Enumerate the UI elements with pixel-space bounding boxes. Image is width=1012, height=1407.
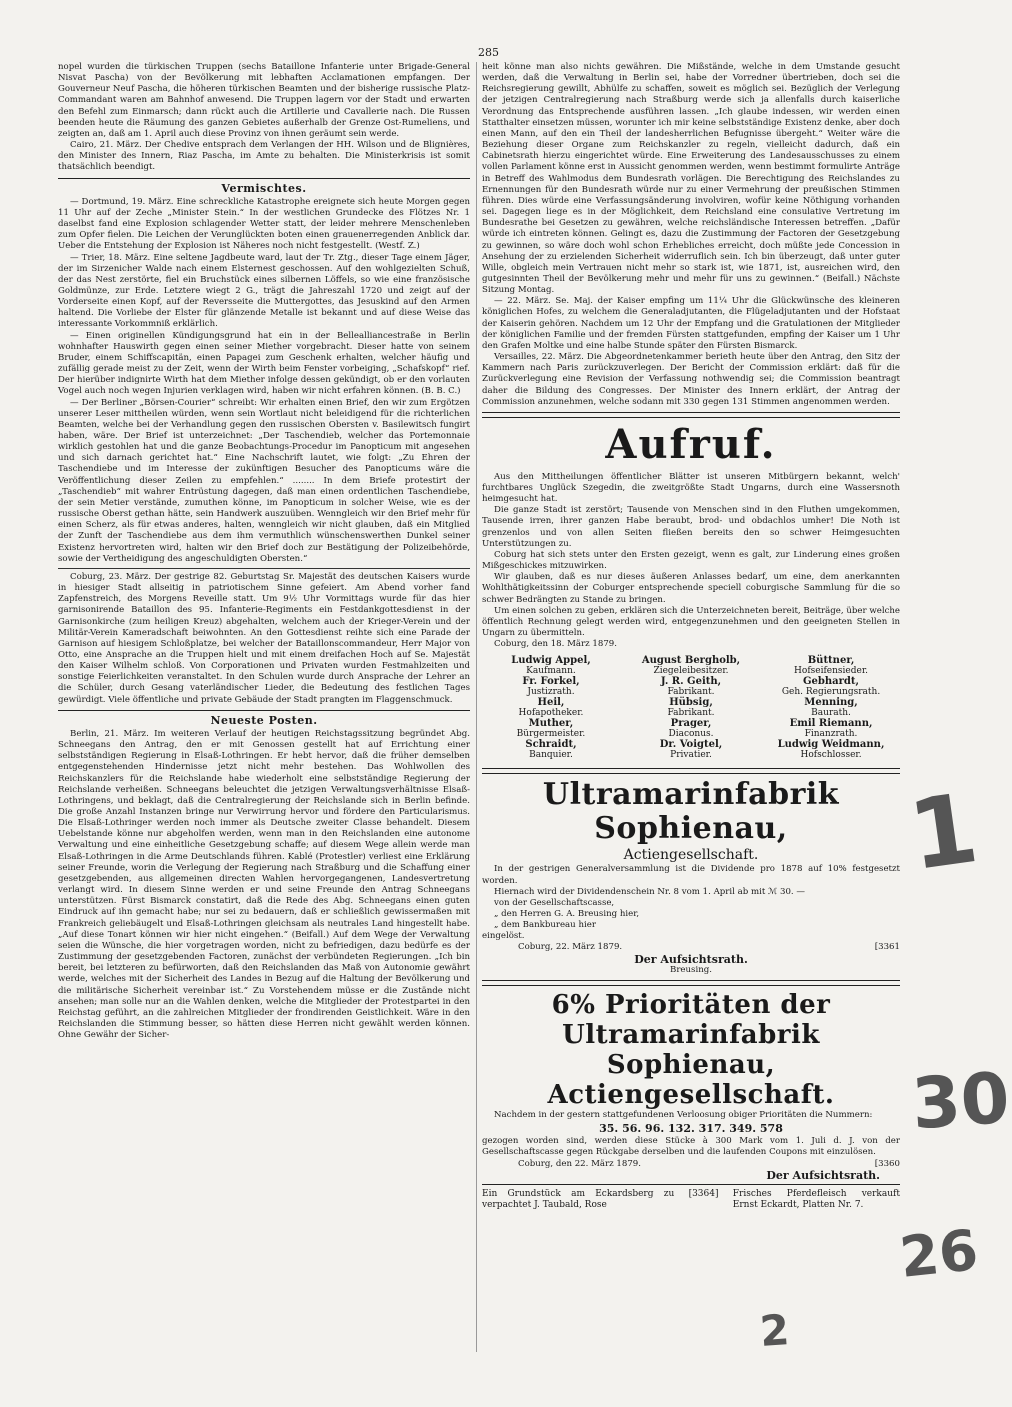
handwritten-mark: 26 [896, 1218, 982, 1291]
aufruf-para: Um einen solchen zu geben, erklären sich die Unterzeichneten bereit, Beiträge, über welche öffentlich Rechnung gelegt werden wird, entgegenzunehmen und den geeigneten Stellen in Ungarn zu übermitteln. [482, 605, 900, 639]
signer-row [482, 677, 900, 697]
signer-row [482, 656, 900, 676]
aufruf-para: Coburg hat sich stets unter den Ersten gezeigt, wenn es galt, zur Linderung eines großen Mißgeschickes mitzuwirken. [482, 549, 900, 572]
signer: Muther, Bürgermeister. [516, 718, 586, 740]
signer: J. R. Geith, Fabrikant. [660, 676, 722, 698]
article-dortmund: — Dortmund, 19. März. Eine schreckliche Katastrophe ereignete sich heute Morgen gegen 11 Uhr auf der Zeche „Minister Stein.“ In der westlichen Grundecke des Flötzes Nr. 1 daselbst fand eine Explosion schlagender Wetter statt, der leider mehrere Menschenleben zum Opfer fielen. Die Leichen der Verunglückten boten einen grauenerregenden Anblick dar. Ueber die Entstehung der Explosion ist Näheres noch nicht festgestellt. (Westf. Z.) [58, 196, 470, 252]
ad-footer [482, 1159, 900, 1170]
article-trier: — Trier, 18. März. Eine seltene Jagdbeute ward, laut der Tr. Ztg., dieser Tage einem Jäger, der im Sirzenicher Walde nach einem Elsternest geschossen. Auf den wohlgezielten Schuß, der das Nest zerstörte, fiel ein Bruchstück eines silbernen Löffels, so wie eine französische Goldmünze, zur Erde. Letztere wiegt 2 G., trägt die Jahreszahl 1720 und zeigt auf der Vorderseite einen Kopf, auf der Reversseite die Muttergottes, das Jesuskind auf den Armen haltend. Die Vorliebe der Elster für glänzende Metalle ist bekannt und auf diese Weise das interessante Vorkommniß erklärlich. [58, 252, 470, 330]
ad-signature-name: Breusing. [670, 964, 712, 975]
divider [482, 412, 900, 413]
ad-prioritaeten [482, 990, 900, 1181]
signer: Heil, Hofapotheker. [518, 697, 584, 719]
divider [482, 980, 900, 981]
ad-title: Ultramarinfabrik Sophienau, [542, 777, 840, 847]
ad-line: „ den Herren G. A. Breusing hier, [494, 908, 640, 919]
ad-line: eingelöst. [482, 931, 525, 942]
divider [58, 710, 470, 711]
ad-signature: Der Aufsichtsrath. [766, 1168, 880, 1182]
signer-row [482, 698, 900, 718]
ad-ref: [3361 [874, 942, 900, 953]
section-heading-vermischtes: Vermischtes. [221, 181, 307, 195]
ad-line: von der Gesellschaftscasse, [494, 897, 615, 908]
ad-ref: [3364] [688, 1188, 719, 1199]
ad-grundstueck: Ein Grundstück am Eckardsberg zu verpachtet J. Taubald, Rose [482, 1188, 675, 1210]
aufruf-date: Coburg, den 18. März 1879. [494, 639, 618, 650]
signer-row [482, 740, 900, 760]
signer: Ludwig Appel, Kaufmann. [511, 655, 591, 677]
ad-date: Coburg, den 22. März 1879. [518, 1158, 642, 1169]
divider [482, 1184, 900, 1185]
divider [482, 985, 900, 986]
article-coburg: Coburg, 23. März. Der gestrige 82. Geburtstag Sr. Majestät des deutschen Kaisers wurde in hiesiger Stadt allseitig in patriotischem Sinne gefeiert. Am Abend vorher fand Zapfenstreich, des Morgens Reveille statt. Um 9½ Uhr Vormittags wurde für das hier garnisonirende Bataillon des 95. Infanterie-Regiments ein Festdankgottesdienst in der Garnisonkirche (zum heiligen Kreuz) abgehalten, welchem auch der Krieger-Verein und der Militär-Verein Kameradschaft beiwohnten. An den Gottesdienst reihte sich eine Parade der Garnison auf hiesigem Schloßplatze, bei welcher der Bataillonscommandeur, Herr Major von Otto, eine Ansprache an die Truppen hielt und mit einem dreifachen Hoch auf Se. Majestät den Kaiser Wilhelm schloß. Von Corporationen und Privaten wurden Festmahlzeiten und sonstige Feierlichkeiten veranstaltet. In den Schulen wurde durch Ansprache der Lehrer an die Schüler, durch Gesang vaterländischer Lieder, die Bedeutung des festlichen Tages gewürdigt. Viele öffentliche und private Gebäude der Stadt prangten im Flaggenschmuck. [58, 571, 470, 705]
aufruf-title: Aufruf. [605, 420, 777, 468]
handwritten-mark: 30 [909, 1056, 1012, 1146]
aufruf-para: Wir glauben, daß es nur dieses äußeren Anlasses bedarf, um eine, dem anerkannten Wohlthätigkeitssinn der Coburger entsprechende speciell coburgische Sammlung für die so schwer Bedrängten zu Stande zu bringen. [482, 572, 900, 605]
page-number: 285 [478, 46, 499, 59]
ad-dividende [482, 778, 900, 976]
signer: Büttner, Hofseifensieder. [794, 655, 869, 677]
article-boersen-courier: — Der Berliner „Börsen-Courier“ schreibt: Wir erhalten einen Brief, den wir zum Ergötzen unserer Leser mittheilen würden, wenn sein Wortlaut nicht beleidigend für die richterlichen Beamten, welche bei der Verhandlung gegen den russischen Obersten v. Basilewitsch fungirt haben, wäre. Der Brief ist unterzeichnet: „Der Taschendieb, welcher das Portemonnaie wirklich gestohlen hat und die ganze Beobachtungs-Procedur im Panopticum mit angesehen und sich darnach gerichtet hat.“ Eine Nachschrift lautet, wie folgt: „Zu Ehren der Taschendiebe und im Interesse der zukünftigen Besucher des Panopticums wäre die Veröffentlichung dieser Zeilen zu empfehlen.“ ........ In dem Briefe protestirt der „Taschendieb“ mit wahrer Entrüstung dagegen, daß man einen ordentlichen Taschendiebe, der sein Metier verstände, zumuthen könne, im Panopticum in solcher Weise, wie es der russische Oberst gethan hätte, sein Handwerk auszuüben. Wenngleich wir den Brief mehr für einen Scherz, als für etwas anderes, halten, wenngleich wir nicht glauben, daß ein Mitglied der Zunft der Taschendiebe aus dem ihm vermuthlich wünschenswerthen Dunkel seiner Existenz hervortreten wird, halten wir den Brief doch zur Bestätigung der Polizeibehörde, sowie der Vertheidigung des angeschuldigten Obersten.“ [58, 397, 470, 564]
article-berlin-reichstag: Berlin, 21. März. Im weiteren Verlauf der heutigen Reichstagssitzung begründet Abg. Schneegans den Antrag, den er mit Genossen gestellt hat auf Errichtung einer selbstständigen Regierung in Elsaß-Lothringen. Er hebt hervor, daß die früher demselben entgegenstehenden Hindernisse jetzt nicht mehr bestehen. Das Wohlwollen des Reichskanzlers für die Reichslande habe wiederholt eine selbstständige Regierung der Reichslande verheißen. Schneegans beleuchtet die jetzigen Verwaltungsverhältnisse Elsaß-Lothringens, und beklagt, daß die Centralregierung der Reichslande sich in Berlin befinde. Die große Anzahl Instanzen bringe nur Verwirrung hervor und fördere den Particularismus. Die Elsaß-Lothringer werden noch immer als Deutsche zweiter Classe behandelt. Diesem Uebelstande könne nur abgeholfen werden, wenn man in den Reichslanden eine autonome Verwaltung und eine einheitliche Gesetzgebung schaffe; auf diesem Wege allein werde man Elsaß-Lothringen in die Arme Deutschlands führen. Kablé (Protestler) verliest eine Erklärung seiner Freunde, worin die Verlegung der Regierung nach Straßburg und die Schaffung einer gesetzgebenden, aus allgemeinen directen Wahlen hervorgegangenen, Landesvertretung verlangt wird. In diesem Sinne werden er und seine Freunde den Antrag Schneegans unterstützen. Fürst Bismarck constatirt, daß die Rede des Abg. Schneegans einen guten Eindruck auf ihn gemacht habe; nur sei zu bedauern, daß er schließlich gewissermaßen mit Frankreich geliebäugelt und Elsaß-Lothringen gleichsam als neutrales Land hingestellt habe. „Auf diese Tonart können wir hier nicht eingehen.“ (Beifall.) Auf dem Wege der Verwaltung seien die Wünsche, die hier vorgetragen worden, nicht zu befriedigen, dazu bedürfe es der Zustimmung der gesetzgebenden Factoren, zunächst der verbündeten Regierungen. „Ich bin bereit, bei letzteren zu befürworten, daß den Reichslanden das Maß von Autonomie gewährt werde, welches mit der Sicherheit des Landes in Bezug auf die Haltung der Bevölkerung und die militärische Sicherheit vereinbar ist.“ Zu Vorstehendem müsse er die Zustände nicht ansehen; man solle nur an die Wahlen denken, welche die Mitglieder der Protestpartei in den Reichstag geführt, an die zahlreichen Mitglieder der frondirenden Geistlichkeit. Wäre in den Reichslanden die Stimmung besser, so hätten diese Herren nicht gewählt werden können. Ohne Gewähr der Sicher- [58, 728, 470, 1041]
signer: Schraidt, Banquier. [525, 739, 577, 761]
divider [482, 773, 900, 774]
ad-body: In der gestrigen Generalversammlung ist die Dividende pro 1878 auf 10% festgesetzt worden. [482, 864, 900, 886]
signer: August Bergholb, Ziegeleibesitzer. [641, 655, 741, 677]
ad-line: „ dem Bankbureau hier [494, 920, 596, 931]
divider [482, 768, 900, 769]
ad-ref: [3360 [874, 1158, 900, 1169]
ad-title: Sophienau, Actiengesellschaft. [547, 1049, 835, 1110]
article-cairo: Cairo, 21. März. Der Chedive entsprach dem Verlangen der HH. Wilson und de Blignières, den Minister des Innern, Riaz Pascha, im Amte zu behalten. Die Ministerkrisis ist somit thatsächlich beendigt. [58, 140, 470, 173]
divider [58, 568, 470, 569]
ad-signature: Der Aufsichtsrath. [634, 952, 748, 966]
ad-body: Nachdem in der gestern stattgefundenen Verloosung obiger Prioritäten die Nummern: [494, 1109, 873, 1120]
aufruf-para: Die ganze Stadt ist zerstört; Tausende von Menschen sind in den Fluthen umgekommen, Tausende irren, ihrer ganzen Habe beraubt, brod- und obdachlos umher! Die Noth ist grenzenlos und von allen Seiten fließen bereits den so schwer Heimgesuchten Unterstützungen zu. [482, 505, 900, 549]
signer: Gebhardt, Geh. Regierungsrath. [781, 676, 881, 698]
aufruf-notice [482, 422, 900, 761]
ad-date: Coburg, 22. März 1879. [518, 942, 623, 953]
signer: Fr. Forkel, Justizrath. [522, 676, 580, 698]
ad-pferdefleisch: Frisches Pferdefleisch verkauft Ernst Eckardt, Platten Nr. 7. [732, 1188, 900, 1210]
aufruf-para: Aus den Mittheilungen öffentlicher Blätter ist unseren Mitbürgern bekannt, welch' furchtbares Unglück Szegedin, die zweitgrößte Stadt Ungarns, durch eine Wassersnoth heimgesucht hat. [482, 471, 900, 505]
column-divider [476, 62, 477, 1352]
signer: Prager, Diaconus. [668, 718, 714, 740]
ad-footer [482, 942, 900, 953]
section-heading-neueste-posten: Neueste Posten. [210, 713, 318, 727]
article-reichstag-continued: heit könne man also nichts gewähren. Die Mißstände, welche in dem Umstande gesucht werden, daß die Verwaltung in Berlin sei, habe der Vorredner übertrieben, doch sei die Reichsregierung gewillt, Abhülfe zu schaffen, soweit es möglich sei. Bezüglich der Verlegung der jetzigen Centralregierung nach Straßburg werde sich ja allenfalls durch kaiserliche Verordnung das Entsprechende ausführen lassen. „Ich glaube indessen, wir werden einen Statthalter einsetzen müssen, worunter ich mir keine selbstständige Existenz denke, aber doch einen Mann, auf den ein Theil der landesherrlichen Befugnisse übergeht.“ Weiter wäre die Beziehung dieser Organe zum Reichskanzler zu regeln, vielleicht dadurch, daß ein Cabinetsrath hierzu eingerichtet würde. Eine Erweiterung des Landesausschusses zu einem vollen Parlament könne erst in Aussicht genommen werden, wenn bestimmt formulirte Anträge in Betreff des Wahlmodus dem Bundesrath vorlägen. Die Berechtigung des Reichslandes zu Ernennungen für den Bundesrath würde nur zu einer Vermehrung der preußischen Stimmen führen. Dies würde eine Verfassungsänderung involviren, wofür keine Nöthigung vorhanden sei. Dagegen liege es in der Möglichkeit, dem Reichsland eine consulative Vertretung im Bundesrathe bei Gesetzen zu gewähren, welche reichsländische Interessen betreffen. „Dafür würde ich eintreten können. Gelingt es, dazu die Zustimmung der Factoren der Gesetzgebung zu gewinnen, so wäre doch wohl schon Erhebliches erreicht, doch müßte jede Concession in Ansehung der zu erzielenden Sicherheit widerruflich sein. Ich bin überzeugt, daß unter guter Wille, obgleich mein Vertrauen nicht mehr so stark ist, wie 1871, ist, ausreichen wird, den gutgesinnten Theil der Bevölkerung mehr und mehr für uns zu gewinnen.“ (Beifall.) Nächste Sitzung Montag. [482, 62, 900, 296]
ad-body: gezogen worden sind, werden diese Stücke à 300 Mark vom 1. Juli d. J. von der Gesellschaftscasse gegen Rückgabe derselben und die laufenden Coupons mit einzulösen. [482, 1136, 900, 1158]
ad-subtitle: Actiengesellschaft. [623, 847, 759, 864]
left-column [58, 62, 470, 1041]
right-column [482, 62, 900, 1211]
divider [482, 417, 900, 418]
article-berlin-parrot: — Einen originellen Kündigungsgrund hat ein in der Bellealliancestraße in Berlin wohnhafter Hauswirth gegen einen seiner Miether vorgebracht. Dieser hatte von seinem Bruder, einem Schiffscapitän, einen Papagei zum Geschenk erhalten, welcher häufig und zufällig gerade meist zu der Zeit, wenn der Wirth beim Fenster vorbeiging, „Schafskopf“ rief. Der hierüber indignirte Wirth hat dem Miether infolge dessen gekündigt, ob er den vorlauten Vogel auch noch wegen Injurien verklagen wird, haben wir nicht erfahren können. (B. B. C.) [58, 330, 470, 397]
ad-title: 6% Prioritäten der Ultramarinfabrik [551, 989, 831, 1050]
signer: Menning, Baurath. [804, 697, 858, 719]
article-rumelia: nopel wurden die türkischen Truppen (sechs Bataillone Infanterie unter Brigade-General Nisvat Pascha) von der Bevölkerung mit lebhaften Acclamationen empfangen. Der Gouverneur Neuf Pascha, die höheren türkischen Beamten und der bisherige russische Platz-Commandant waren am Bahnhof anwesend. Die Truppen lagern vor der Stadt und erwarten den Befehl zum Einmarsch; dann rückt auch die Artillerie und Cavallerie nach. Die Russen beenden heute die Räumung des ganzen Gebietes außerhalb der Grenze Ost-Rumeliens, und zeigten an, daß am 1. April auch diese Provinz von ihnen geräumt sein werde. [58, 62, 470, 139]
article-kaiser-reception: — 22. März. Se. Maj. der Kaiser empfing um 11¼ Uhr die Glückwünsche des kleineren königlichen Hofes, zu welchem die Generaladjutanten, die Flügeladjutanten und der Hofstaat der Kaiserin gehören. Nachdem um 12 Uhr der Empfang und die Gratulationen der Mitglieder der königlichen Familie und der fremden Fürsten stattgefunden, empfing der Kaiser um 1 Uhr den Grafen Moltke und eine halbe Stunde später den Fürsten Bismarck. [482, 296, 900, 351]
ad-numbers: 35. 56. 96. 132. 317. 349. 578 [599, 1122, 783, 1136]
signer: Emil Riemann, Finanzrath. [789, 718, 873, 740]
signer: Ludwig Weidmann, Hofschlosser. [777, 739, 885, 761]
signer: Hübsig, Fabrikant. [667, 697, 715, 719]
handwritten-mark: 1 [902, 771, 985, 893]
divider [58, 178, 470, 179]
article-versailles: Versailles, 22. März. Die Abgeordnetenkammer berieth heute über den Antrag, den Sitz der Kammern nach Paris zurückzuverlegen. Der Bericht der Commission erklärt: daß für die Zurückverlegung eine Revision der Verfassung nothwendig sei; die Commission beantragt daher die Bildung des Congresses. Der Minister des Innern erklärt, der Antrag der Commission anzunehmen, welche sodann mit 330 gegen 131 Stimmen angenommen werden. [482, 352, 900, 407]
signer: Dr. Voigtel, Privatier. [659, 739, 723, 761]
signer-row [482, 719, 900, 739]
ad-body: Hiernach wird der Dividendenschein Nr. 8 vom 1. April ab mit ℳ 30. — [494, 886, 805, 897]
small-ads [482, 1189, 900, 1211]
handwritten-mark: 2 [758, 1305, 791, 1356]
